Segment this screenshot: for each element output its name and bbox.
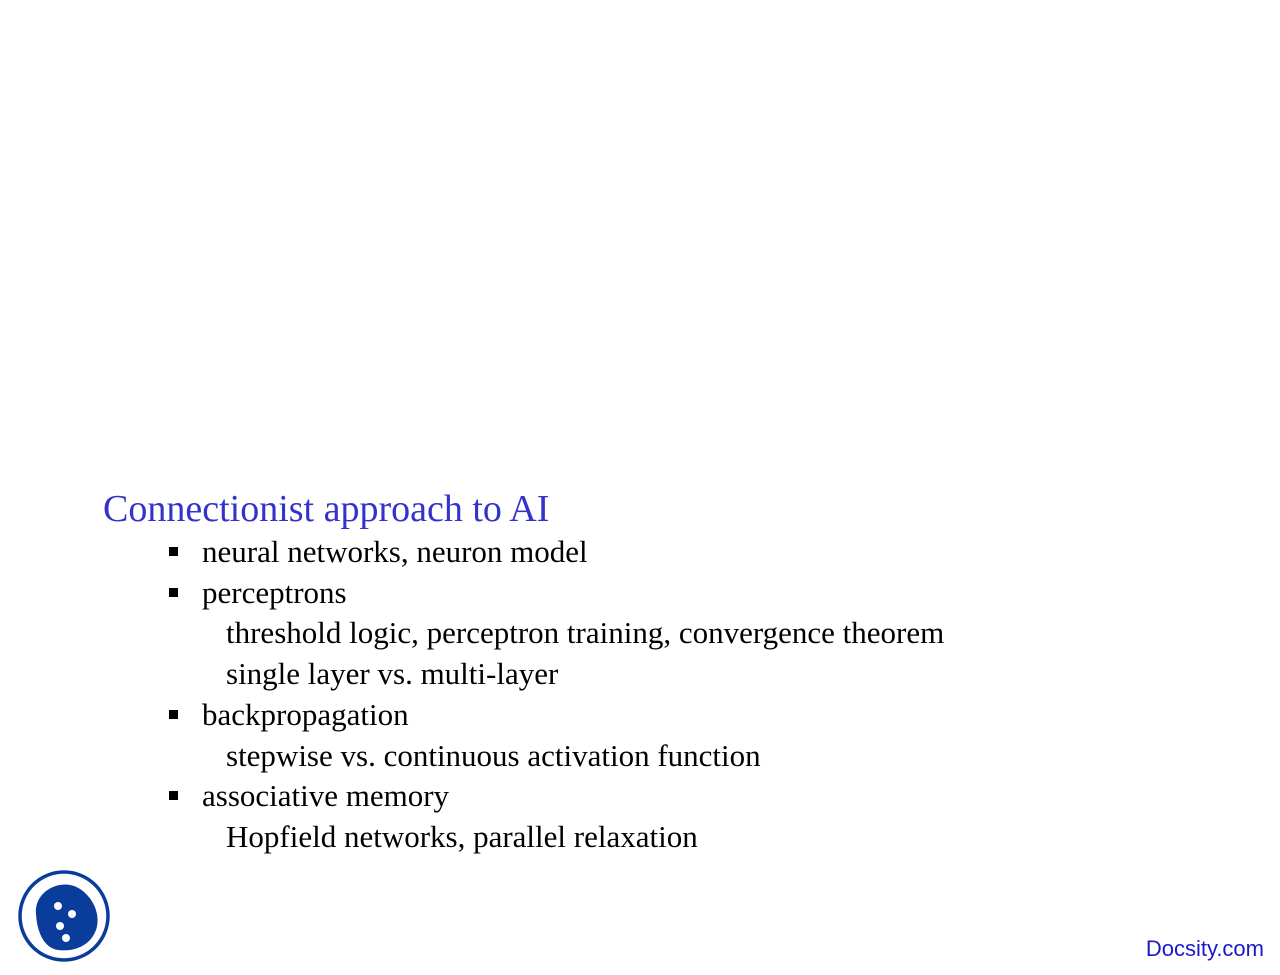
logo-dot [54, 902, 62, 910]
docsity-logo-icon[interactable] [18, 870, 110, 962]
slide-content [103, 486, 1103, 858]
bullet-item-associative-memory [103, 776, 1103, 817]
section-title: Connectionist approach to AI [103, 488, 550, 530]
logo-dot [56, 922, 64, 930]
square-bullet-icon [169, 710, 178, 719]
square-bullet-icon [169, 791, 178, 800]
bullet-item-backpropagation [103, 695, 1103, 736]
square-bullet-icon [169, 588, 178, 597]
bullet-text: perceptrons [202, 574, 347, 610]
sub-item-single-vs-multi-layer: single layer vs. multi-layer [226, 656, 559, 692]
bullet-item-perceptrons [103, 573, 1103, 614]
square-bullet-icon [169, 547, 178, 556]
bullet-item-neural-networks [103, 532, 1103, 573]
sub-item-hopfield-networks: Hopfield networks, parallel relaxation [226, 818, 698, 854]
bullet-text: neural networks, neuron model [202, 534, 588, 569]
bullet-text: backpropagation [202, 696, 409, 732]
bullet-text: associative memory [202, 778, 450, 814]
logo-dot [68, 910, 76, 918]
docsity-brand-link[interactable]: Docsity.com [1145, 936, 1264, 961]
topic-outline [103, 532, 1103, 858]
sub-item-activation-function: stepwise vs. continuous activation function [226, 737, 761, 773]
sub-item-threshold-logic: threshold logic, perceptron training, convergence theorem [226, 615, 945, 651]
logo-dot [62, 934, 70, 942]
